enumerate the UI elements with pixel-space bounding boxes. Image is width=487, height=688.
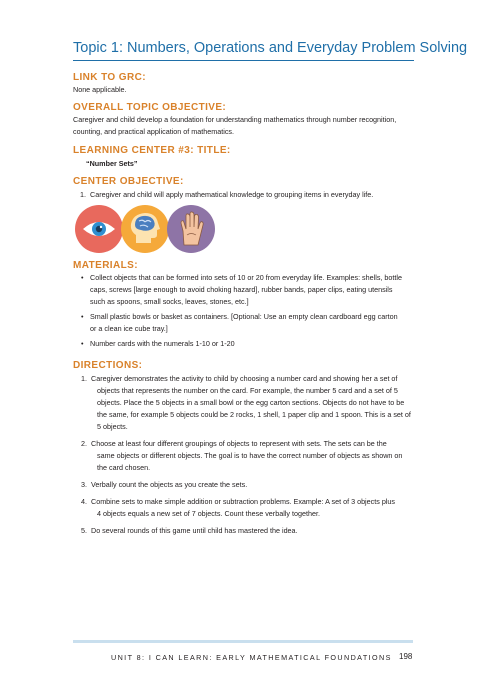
list-item bbox=[82, 438, 412, 474]
list-item-line: Verbally count the objects as you create the sets. bbox=[91, 480, 248, 489]
overall-objective-line: counting, and practical application of mathematics. bbox=[73, 127, 235, 136]
brain-icon bbox=[121, 205, 169, 253]
overall-objective-heading: OVERALL TOPIC OBJECTIVE: bbox=[73, 102, 227, 113]
title-underline bbox=[73, 60, 414, 61]
list-item-number: 2. bbox=[81, 439, 87, 448]
list-item bbox=[80, 338, 410, 350]
eye-icon bbox=[75, 205, 123, 253]
list-item-number: 5. bbox=[81, 526, 87, 535]
directions-list bbox=[82, 373, 412, 542]
list-item-line: such as spoons, small socks, leaves, stones, etc.] bbox=[90, 297, 249, 306]
learning-center-title: “Number Sets” bbox=[86, 159, 138, 168]
list-item-line: the card chosen. bbox=[97, 463, 151, 472]
list-item-number: 4. bbox=[81, 497, 87, 506]
list-item-line: same objects or different objects. The goal is to have the correct number of objects as shown on bbox=[97, 451, 403, 460]
list-item-line: • Collect objects that can be formed into sets of 10 or 20 from everyday life. Examples: shells, bottle bbox=[90, 273, 403, 282]
list-item-line: • Small plastic bowls or basket as containers. [Optional: Use an empty clean cardboard egg carton bbox=[90, 312, 398, 321]
list-item-line: 4 objects equals a new set of 7 objects. Count these verbally together. bbox=[97, 509, 320, 518]
center-objective-number: 1. bbox=[80, 190, 86, 199]
center-objective-text: Caregiver and child will apply mathematical knowledge to grouping items in everyday life. bbox=[90, 190, 374, 199]
list-item-number: 3. bbox=[81, 480, 87, 489]
list-item-line: Caregiver demonstrates the activity to child by choosing a number card and showing her a set of bbox=[91, 374, 398, 383]
link-grc-text: None applicable. bbox=[73, 85, 127, 94]
list-item-line: Choose at least four different groupings of objects to represent with sets. The sets can be the bbox=[91, 439, 387, 448]
footer-unit-title: UNIT 8: I CAN LEARN: EARLY MATHEMATICAL FOUNDATIONS bbox=[111, 653, 392, 662]
list-item-line: Do several rounds of this game until child has mastered the idea. bbox=[91, 526, 298, 535]
learning-center-heading: LEARNING CENTER #3: TITLE: bbox=[73, 145, 231, 156]
center-objective-heading: CENTER OBJECTIVE: bbox=[73, 176, 184, 187]
list-item-line: the same, for example 5 objects could be 2 rocks, 1 shell, 1 paper clip and 1 spoon. This is a set of bbox=[97, 410, 411, 419]
list-item bbox=[82, 525, 412, 537]
list-item bbox=[82, 373, 412, 433]
list-item-line: • Number cards with the numerals 1-10 or 1-20 bbox=[90, 339, 235, 348]
directions-heading: DIRECTIONS: bbox=[73, 360, 143, 371]
list-item bbox=[82, 479, 412, 491]
materials-list bbox=[80, 272, 410, 353]
list-item-line: objects that represents the number on the card. For example, the number 5 card and a set of 5 bbox=[97, 386, 398, 395]
hand-icon bbox=[167, 205, 215, 253]
list-item bbox=[80, 272, 410, 308]
link-grc-heading: LINK TO GRC: bbox=[73, 72, 146, 83]
overall-objective-line: Caregiver and child develop a foundation for understanding mathematics through number recognition, bbox=[73, 115, 397, 124]
list-item-line: 5 objects. bbox=[97, 422, 128, 431]
list-item-line: or a clean ice cube tray.] bbox=[90, 324, 168, 333]
list-item-line: caps, screws [large enough to avoid choking hazard], rubber bands, paper clips, eating utensils bbox=[90, 285, 393, 294]
list-item-line: Combine sets to make simple addition or subtraction problems. Example: A set of 3 objects plus bbox=[91, 497, 396, 506]
materials-heading: MATERIALS: bbox=[73, 260, 138, 271]
page-number: 198 bbox=[399, 652, 413, 661]
list-item-line: objects. Place the 5 objects in a small bowl or the egg carton sections. Objects do not have to be bbox=[97, 398, 405, 407]
page-title: Topic 1: Numbers, Operations and Everyday Problem Solving bbox=[73, 40, 468, 56]
list-item bbox=[80, 311, 410, 335]
footer-rule bbox=[73, 640, 413, 643]
list-item-number: 1. bbox=[81, 374, 87, 383]
list-item bbox=[82, 496, 412, 520]
overall-objective-text bbox=[73, 114, 413, 138]
